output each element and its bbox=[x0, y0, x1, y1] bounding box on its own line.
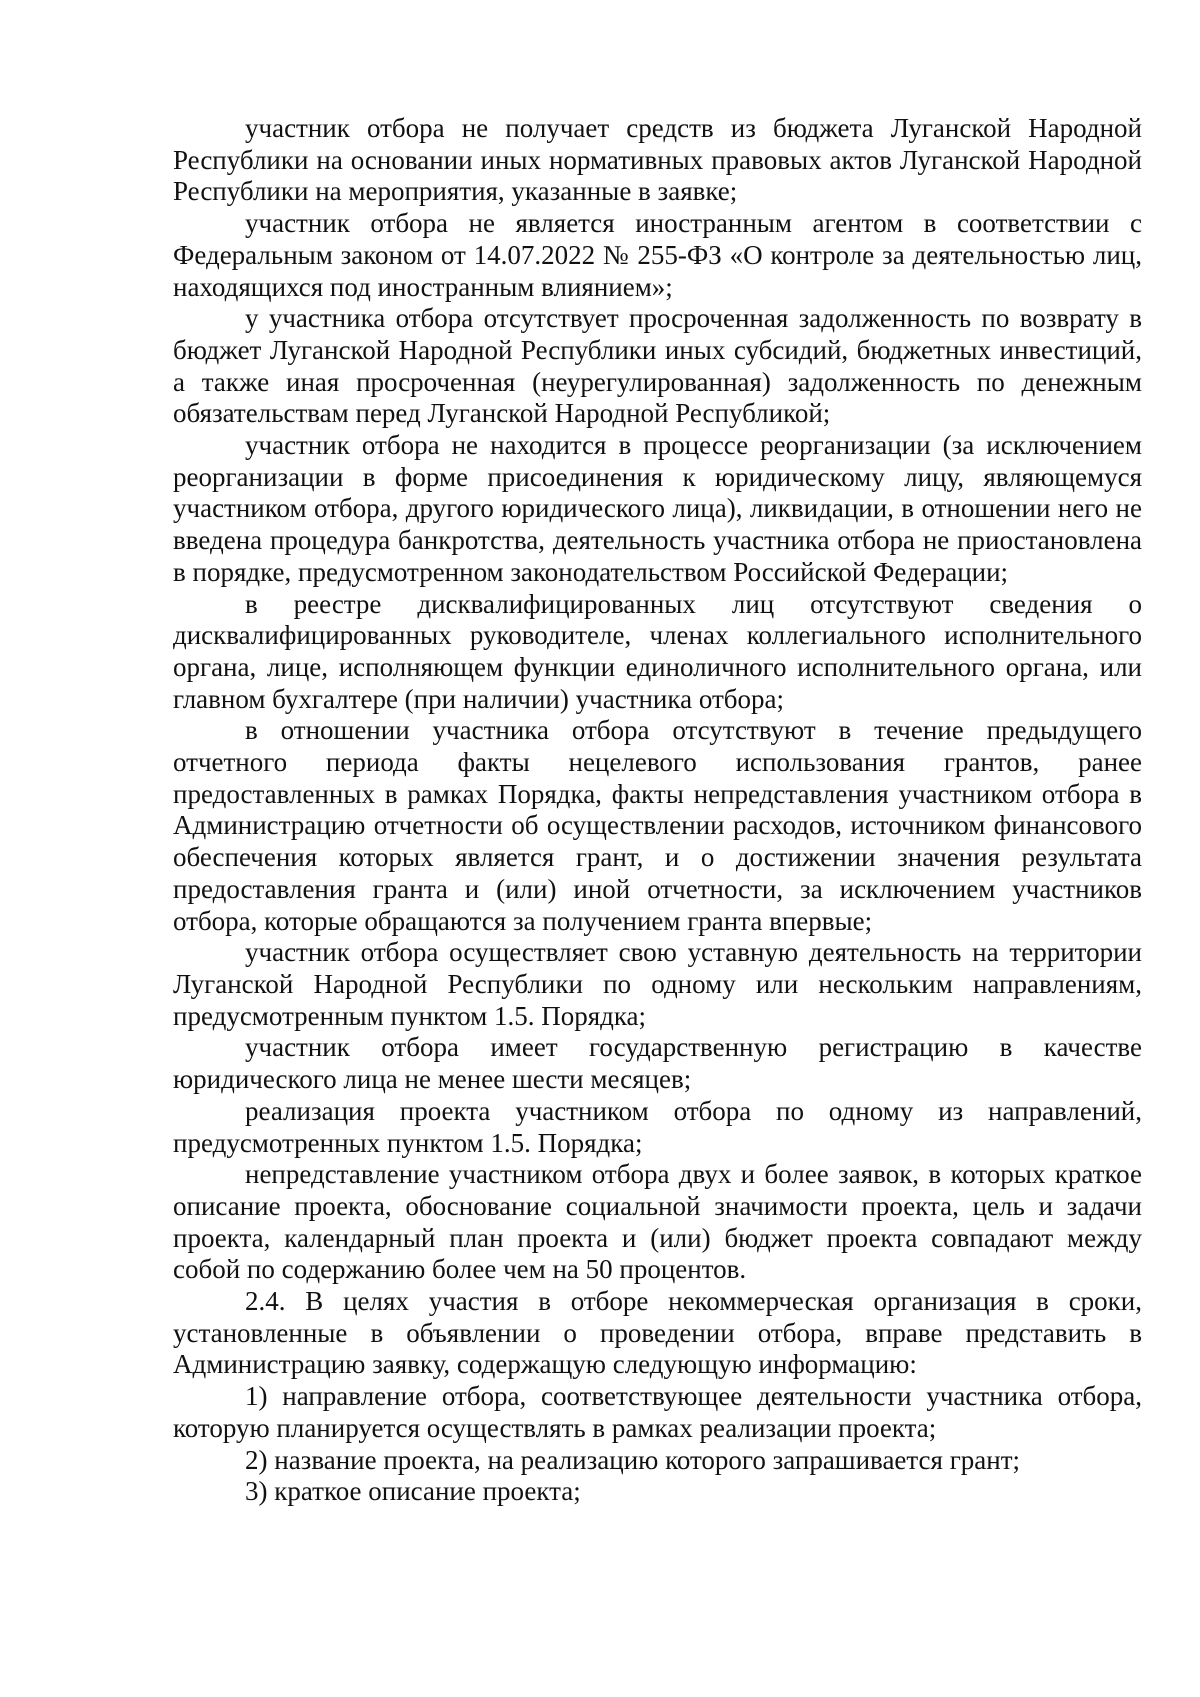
paragraph-no-overdue-debt: у участника отбора отсутствует просроченная задолженность по возврату в бюджет Луганской Народной Республики иных субсидий, бюджетных инвестиций, а также иная просроченная (неурегулированная) задолженность по денежным обязательствам перед Луганской Народной Республикой; bbox=[173, 303, 1142, 429]
document-body bbox=[173, 113, 1142, 1508]
paragraph-no-reorganization: участник отбора не находится в процессе реорганизации (за исключением реорганизации в форме присоединения к юридическому лицу, являющемуся участником отбора, другого юридического лица), ликвидации, в отношении него не введена процедура банкротства, деятельность участника отбора не приостановлена в порядке, предусмотренном законодательством Российской Федерации; bbox=[173, 430, 1142, 587]
paragraph-state-registration: участник отбора имеет государственную регистрацию в качестве юридического лица не менее шести месяцев; bbox=[173, 1032, 1142, 1095]
list-item-1: 1) направление отбора, соответствующее деятельности участника отбора, которую планируется осуществлять в рамках реализации проекта; bbox=[173, 1381, 1142, 1443]
paragraph-statutory-activity: участник отбора осуществляет свою уставную деятельность на территории Луганской Народной Республики по одному или нескольким направлениям, предусмотренным пунктом 1.5. Порядка; bbox=[173, 937, 1142, 1031]
list-item-3: 3) краткое описание проекта; bbox=[245, 1476, 581, 1507]
paragraph-no-budget-funds: участник отбора не получает средств из бюджета Луганской Народной Республики на основании иных нормативных правовых актов Луганской Народной Республики на мероприятия, указанные в заявке; bbox=[173, 113, 1142, 207]
paragraph-disqualified-registry: в реестре дисквалифицированных лиц отсутствуют сведения о дисквалифицированных руководителе, членах коллегиального исполнительного органа, лице, исполняющем функции единоличного исполнительного органа, или главном бухгалтере (при наличии) участника отбора; bbox=[173, 588, 1142, 714]
paragraph-no-duplicate-applications: непредставление участником отбора двух и более заявок, в которых краткое описание проекта, обоснование социальной значимости проекта, цель и задачи проекта, календарный план проекта и (или) бюджет проекта совпадают между собой по содержанию более чем на 50 процентов. bbox=[173, 1159, 1142, 1285]
paragraph-project-implementation: реализация проекта участником отбора по одному из направлений, предусмотренных пунктом 1.5. Порядка; bbox=[173, 1095, 1142, 1158]
paragraph-section-2-4: 2.4. В целях участия в отборе некоммерческая организация в сроки, установленные в объявлении о проведении отбора, вправе представить в Администрацию заявку, содержащую следующую информацию: bbox=[173, 1286, 1142, 1380]
list-item-2: 2) название проекта, на реализацию которого запрашивается грант; bbox=[245, 1444, 1020, 1475]
paragraph-no-misuse-of-grants: в отношении участника отбора отсутствуют в течение предыдущего отчетного периода факты нецелевого использования грантов, ранее предоставленных в рамках Порядка, факты непредставления участником отбора в Администрацию отчетности об осуществлении расходов, источником финансового обеспечения которых является грант, и о достижении значения результата предоставления гранта и (или) иной отчетности, за исключением участников отбора, которые обращаются за получением гранта впервые; bbox=[173, 715, 1142, 936]
paragraph-not-foreign-agent: участник отбора не является иностранным агентом в соответствии с Федеральным законом от 14.07.2022 № 255-ФЗ «О контроле за деятельностью лиц, находящихся под иностранным влиянием»; bbox=[173, 208, 1142, 302]
